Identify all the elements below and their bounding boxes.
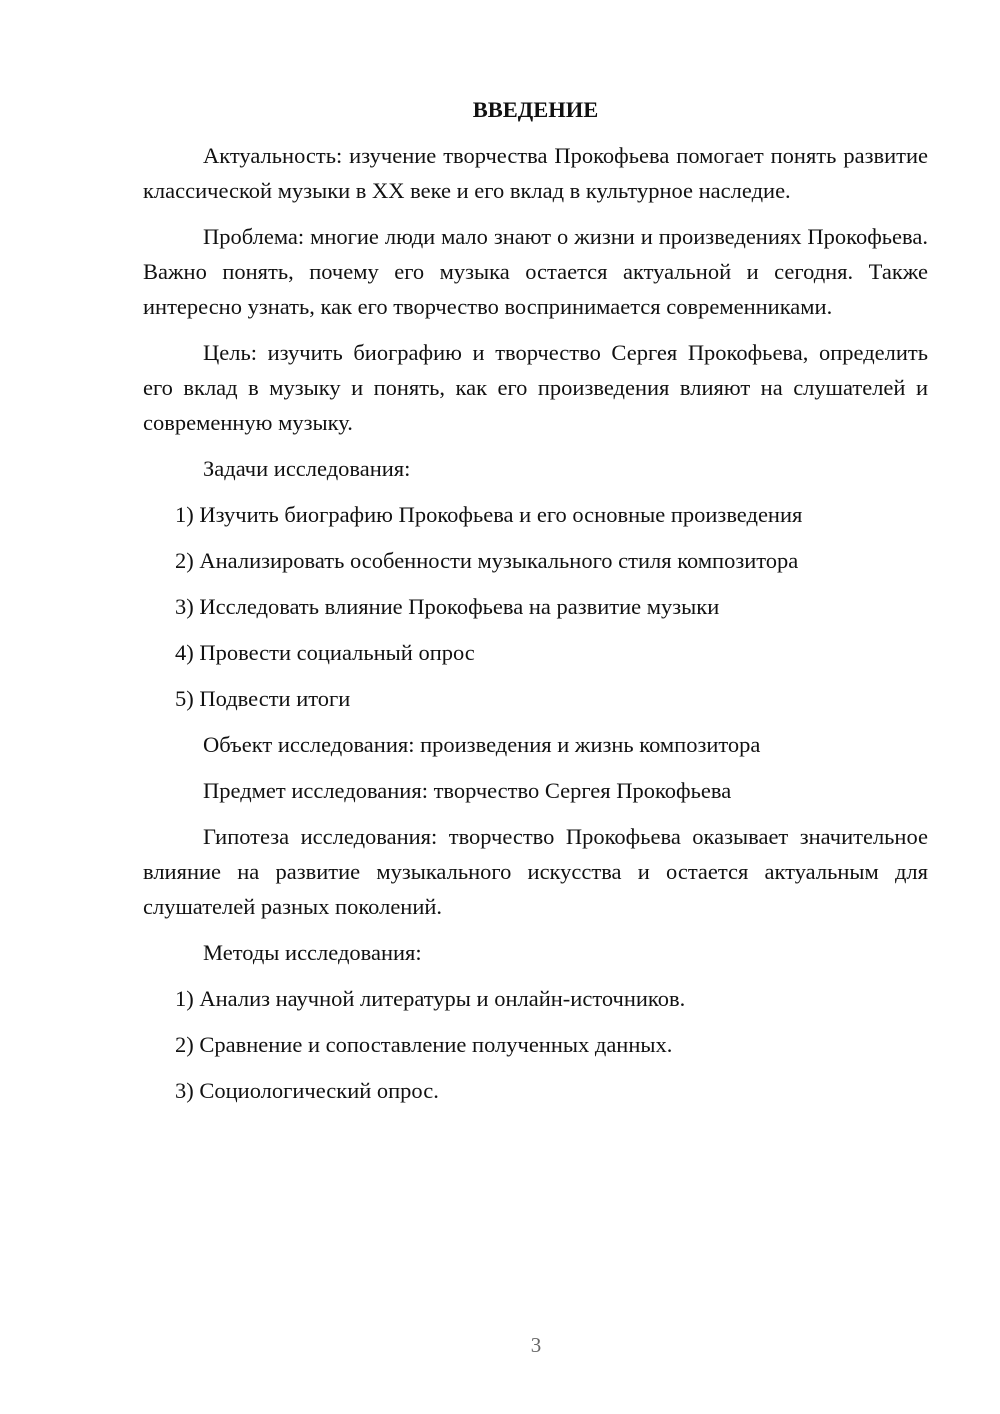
hypothesis-paragraph: Гипотеза исследования: творчество Прокофьева оказывает значительное влияние на развитие музыкального искусства и остается актуальным для слушателей разных поколений. bbox=[143, 824, 928, 919]
tasks-heading: Задачи исследования: bbox=[203, 456, 411, 481]
task-item: 2) Анализировать особенности музыкального стиля композитора bbox=[175, 548, 799, 573]
document-body bbox=[143, 92, 928, 1119]
problem-paragraph: Проблема: многие люди мало знают о жизни и произведениях Прокофьева. Важно понять, почему его музыка остается актуальной и сегодня. Также интересно узнать, как его творчество воспринимается современниками. bbox=[143, 224, 928, 319]
page-title: ВВЕДЕНИЕ bbox=[472, 97, 599, 122]
methods-heading: Методы исследования: bbox=[203, 940, 422, 965]
relevance-paragraph: Актуальность: изучение творчества Прокофьева помогает понять развитие классической музыки в XX веке и его вклад в культурное наследие. bbox=[143, 143, 928, 203]
page-number: 3 bbox=[530, 1333, 542, 1357]
task-item: 5) Подвести итоги bbox=[175, 686, 351, 711]
method-item: 2) Сравнение и сопоставление полученных данных. bbox=[175, 1032, 673, 1057]
research-subject: Предмет исследования: творчество Сергея Прокофьева bbox=[203, 778, 732, 803]
method-item: 3) Социологический опрос. bbox=[175, 1078, 439, 1103]
goal-paragraph: Цель: изучить биографию и творчество Сергея Прокофьева, определить его вклад в музыку и понять, как его произведения влияют на слушателей и современную музыку. bbox=[143, 340, 928, 435]
task-item: 3) Исследовать влияние Прокофьева на развитие музыки bbox=[175, 594, 720, 619]
research-object: Объект исследования: произведения и жизнь композитора bbox=[203, 732, 761, 757]
task-item: 1) Изучить биографию Прокофьева и его основные произведения bbox=[175, 502, 803, 527]
task-item: 4) Провести социальный опрос bbox=[175, 640, 475, 665]
method-item: 1) Анализ научной литературы и онлайн-источников. bbox=[175, 986, 686, 1011]
